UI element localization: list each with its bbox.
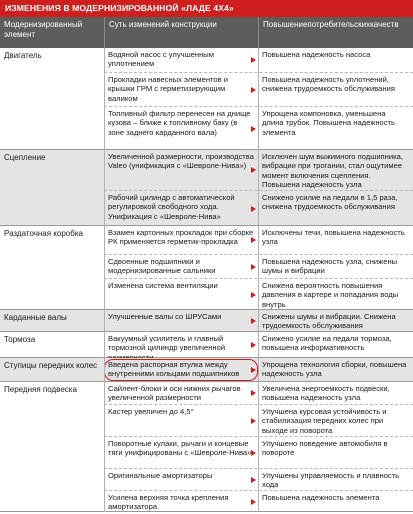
- benefit-cell: Повышена надежность насоса: [262, 50, 371, 59]
- column-divider: [104, 48, 105, 512]
- arrow-icon: [251, 126, 256, 132]
- change-cell: Кастер увеличен до 4,5°: [108, 407, 194, 416]
- arrow-icon: [251, 292, 256, 298]
- benefit-cell: Снижены шумы и вибрации. Снижена трудоемкость обслуживания: [262, 312, 396, 331]
- arrow-icon: [251, 390, 256, 396]
- group-name: Карданные валы: [4, 313, 67, 322]
- arrow-icon: [251, 367, 256, 373]
- group-name: Раздаточная коробка: [4, 229, 83, 238]
- change-cell: Водяной насос с улучшенным уплотнением: [108, 50, 214, 69]
- arrow-icon: [251, 237, 256, 243]
- group-driveshafts: [0, 310, 413, 332]
- benefit-cell: Исключен шум выжимного подшипника, вибрации при трогании, стал ощутимее момент включения сцепления. Повышена надежность узла: [262, 152, 403, 190]
- benefit-cell: Повышена надежность уплотнений, снижена трудоемкость обслуживания: [262, 75, 395, 94]
- header-change: Суть изменений конструкции: [104, 17, 258, 48]
- change-cell: Увеличенной размерности, производства Valeo (унификация с «Шевроле-Нива»): [108, 152, 254, 171]
- benefit-cell: Улучшены управляемость и плавность хода: [262, 471, 400, 490]
- benefit-cell: Снижена вероятность повышения давления в картере и попадания воды внутрь: [262, 281, 399, 309]
- arrow-icon: [251, 477, 256, 483]
- arrow-icon: [251, 167, 256, 173]
- benefit-cell: Упрощена компоновка, уменьшена длина трубок. Повышена надежность элемента: [262, 109, 395, 137]
- group-engine: [0, 48, 413, 150]
- change-cell: Улучшенные валы со ШРУСами: [108, 312, 222, 321]
- change-cell: Взамен картонных прокладок при сборке РК применяется герметик-прокладка: [108, 228, 254, 247]
- group-front-hubs: [0, 358, 413, 382]
- table-title: ИЗМЕНЕНИЯ В МОДЕРНИЗИРОВАННОЙ «ЛАДЕ 4Х4»: [0, 0, 413, 17]
- arrow-icon: [251, 342, 256, 348]
- group-name: Ступицы передних колес: [4, 361, 98, 370]
- change-cell: Введена распорная втулка между внутренними кольцами подшипников: [108, 360, 240, 379]
- group-front-suspension: [0, 382, 413, 512]
- arrow-icon: [251, 499, 256, 505]
- change-cell: Усилена верхняя точка крепления амортизатора: [108, 493, 229, 512]
- benefit-cell: Снижено усилие на педали в 1,5 раза, снижена трудоемкость обслуживания: [262, 193, 398, 212]
- benefit-cell: Упрощена технология сборки, повышена надежность узла: [262, 360, 407, 379]
- header-element: Модернизированный элемент: [4, 20, 83, 39]
- change-cell: Прокладки навесных элементов и крышки ГРМ с герметизирующим валиком: [108, 75, 229, 103]
- table-header: [0, 17, 413, 48]
- group-clutch: [0, 150, 413, 226]
- benefit-cell: Увеличена энергоемкость подвески, повышена надежность узла: [262, 384, 390, 403]
- group-transfer-case: [0, 226, 413, 310]
- group-brakes: [0, 332, 413, 358]
- benefit-cell: Снижено усилие на педали тормоза, повышена информативность: [262, 334, 392, 353]
- column-divider: [258, 48, 259, 512]
- change-cell: Сайлент-блоки и оси нижних рычагов увеличенной размерности: [108, 384, 241, 403]
- benefit-cell: Исключены течи, повышена надежность узла: [262, 228, 405, 247]
- benefit-cell: Улучшено поведение автомобиля в повороте: [262, 439, 388, 458]
- arrow-icon: [251, 264, 256, 270]
- arrow-icon: [251, 318, 256, 324]
- change-cell: Рабочий цилиндр с автоматической регулировкой свободного хода. Унификация с «Шевроле-Нива»: [108, 193, 235, 221]
- change-cell: Оригинальные амортизаторы: [108, 471, 213, 480]
- group-name: Передняя подвеска: [4, 385, 77, 394]
- group-name: Двигатель: [4, 51, 42, 60]
- arrow-icon: [251, 418, 256, 424]
- change-cell: Поворотные кулаки, рычаги и концевые тяги унифицированы с «Шевроле-Нива»: [108, 439, 252, 458]
- arrow-icon: [251, 450, 256, 456]
- group-name: Сцепление: [4, 153, 46, 162]
- arrow-icon: [251, 57, 256, 63]
- group-name: Тормоза: [4, 335, 36, 344]
- change-cell: Изменена система вентиляции: [108, 281, 218, 290]
- change-cell: Сдвоенные подшипники и модернизированные сальники: [108, 257, 216, 276]
- header-benefit: Повышениепотребительскихкачеств: [258, 17, 413, 48]
- arrow-icon: [251, 87, 256, 93]
- change-cell: Вакуумный усилитель и главный тормозной цилиндр увеличенной: [108, 334, 226, 353]
- change-cell: Топливный фильтр перенесен на днище кузова – ближе к топливному баку (в зоне заднего карданного вала): [108, 109, 251, 137]
- benefit-cell: Улучшена курсовая устойчивость и стабилизация передних колес при выходе из поворота: [262, 407, 387, 435]
- arrow-icon: [251, 206, 256, 212]
- benefit-cell: Повышена надежность элемента: [262, 493, 380, 502]
- benefit-cell: Повышена надежность узла, снижены шумы и вибрации: [262, 257, 398, 276]
